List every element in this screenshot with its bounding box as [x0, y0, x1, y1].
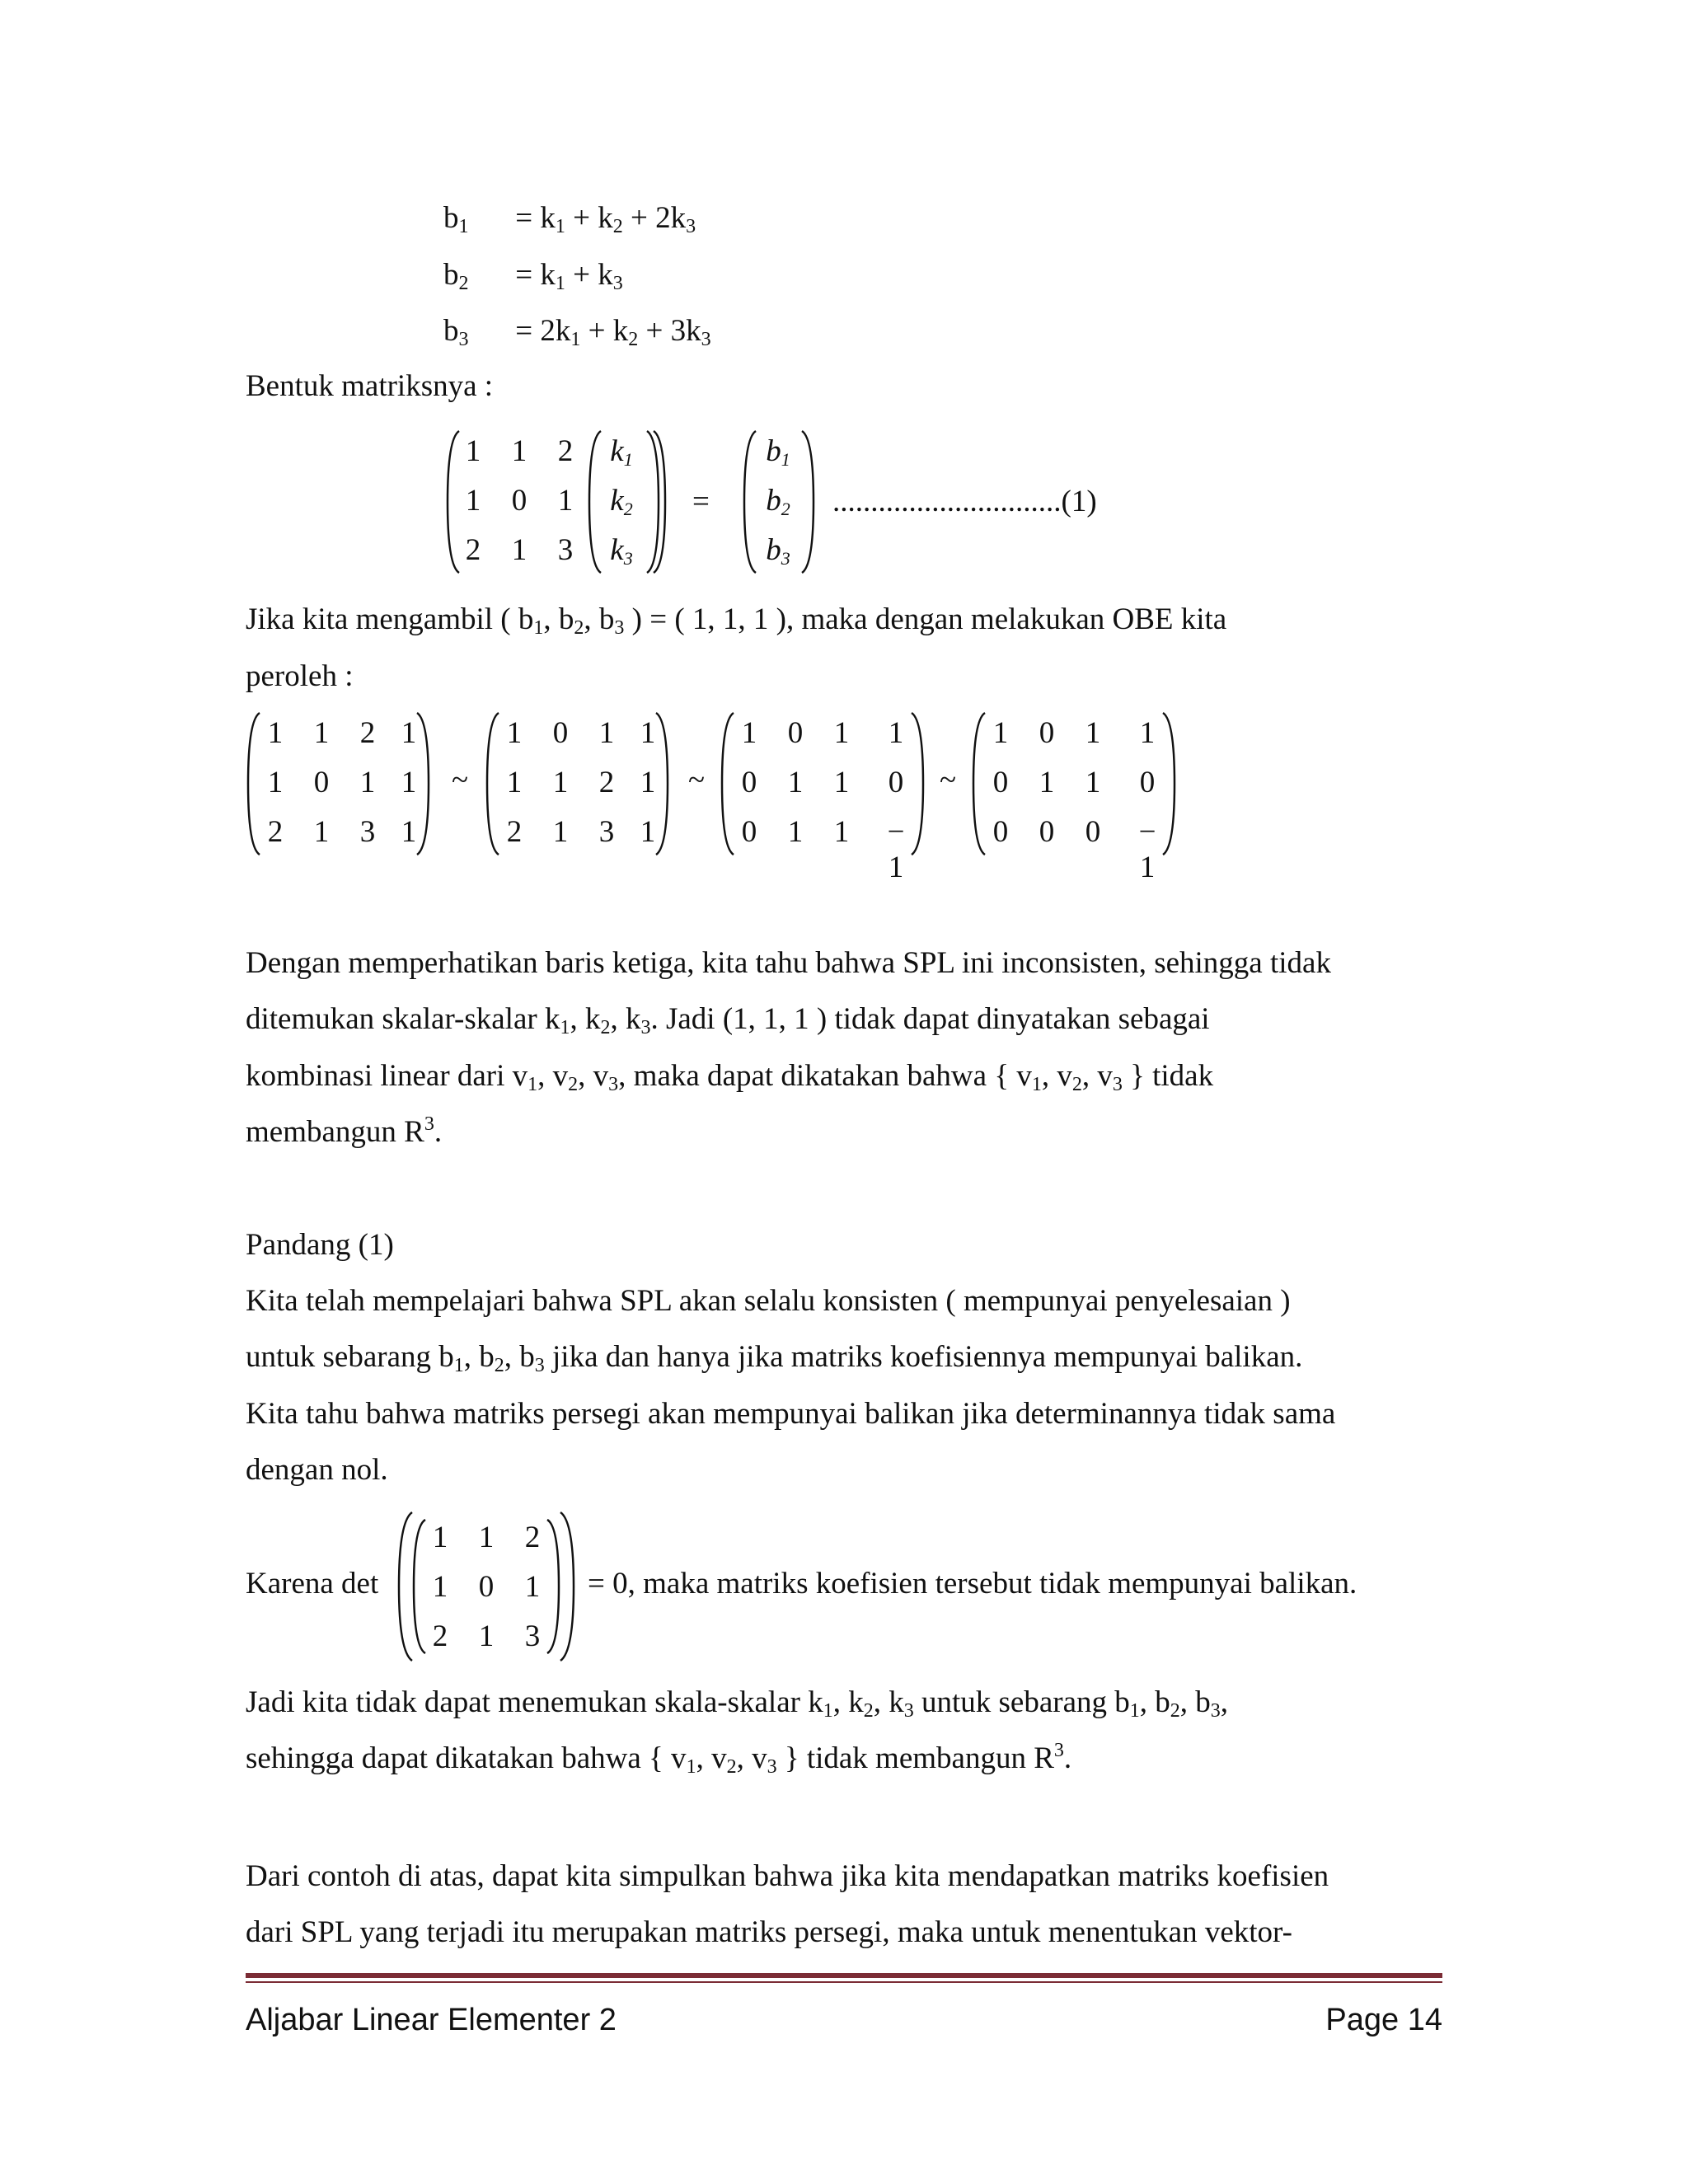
eq-sign: = — [508, 258, 541, 292]
det-prefix: Karena det — [246, 1567, 379, 1601]
obe-matrix — [485, 710, 670, 857]
sub: 2 — [863, 1700, 874, 1722]
pandang-line-2: Kita telah mempelajari bahwa SPL akan selalu konsisten ( mempunyai penyelesaian ) — [246, 1284, 1291, 1318]
sub: 1 — [533, 617, 544, 639]
pandang-line-5: dengan nol. — [246, 1453, 388, 1487]
footer-page-number: Page 14 — [1325, 2003, 1442, 2037]
matrix-cell: 1 — [478, 1521, 495, 1554]
eq-sub: 2 — [458, 273, 469, 294]
sub: 1 — [1129, 1700, 1140, 1722]
matrix-cell: 0 — [511, 484, 528, 518]
matrix-cell: 1 — [465, 434, 481, 468]
vector-cell — [610, 483, 632, 518]
footer-rule-thick — [246, 1973, 1442, 1978]
matrix-cell: 1 — [640, 815, 656, 849]
text: untuk sebarang b — [913, 1685, 1130, 1719]
text: kombinasi linear dari v — [246, 1059, 528, 1093]
right-paren-icon — [799, 429, 816, 575]
eq-lhs: b — [443, 314, 459, 348]
matrix-cell: 1 — [432, 1521, 448, 1554]
matrix-cell: 0 — [992, 766, 1009, 799]
text: , b — [1179, 1685, 1211, 1719]
equals-sign: = — [692, 485, 710, 518]
row-equivalence-tilde: ~ — [940, 763, 957, 797]
left-paren-icon — [485, 710, 501, 857]
text: . — [1063, 1741, 1072, 1775]
vector-sub: 2 — [781, 499, 790, 519]
eq-term: + k — [580, 314, 629, 348]
text: membangun R — [246, 1115, 424, 1149]
sub: 3 — [614, 617, 625, 639]
matrix-cell: 2 — [465, 533, 481, 567]
text: } tidak membangun R — [776, 1741, 1054, 1775]
matrix-cell: 2 — [524, 1521, 541, 1554]
eq-sign: = — [508, 201, 541, 235]
inconsistent-line-1: Dengan memperhatikan baris ketiga, kita tahu bahwa SPL ini inconsisten, sehingga tidak — [246, 946, 1331, 980]
sub: 1 — [453, 1355, 464, 1376]
matrix-cell: 1 — [401, 766, 417, 799]
text: ) = ( 1, 1, 1 ), maka dengan melakukan OBE kita — [624, 602, 1227, 636]
left-paren-icon — [445, 429, 462, 575]
matrix-cell: 1 — [506, 716, 523, 750]
matrix-cell: 0 — [552, 716, 569, 750]
footer-title: Aljabar Linear Elementer 2 — [246, 2003, 617, 2037]
text: , — [1220, 1685, 1228, 1719]
matrix-cell: 0 — [741, 766, 757, 799]
matrix-cell: 1 — [401, 716, 417, 750]
vector-cell — [766, 434, 790, 469]
text: , b — [504, 1340, 535, 1374]
sub: 2 — [568, 1074, 579, 1095]
matrix-cell: 1 — [552, 766, 569, 799]
inconsistent-line-3 — [246, 1059, 1214, 1095]
text: ditemukan skalar-skalar k — [246, 1002, 560, 1036]
matrix-cell: 1 — [833, 815, 850, 849]
sub: 2 — [1170, 1700, 1180, 1722]
sub: 1 — [560, 1017, 570, 1038]
eq-term: + — [565, 201, 598, 235]
matrix-cell: 3 — [557, 533, 574, 567]
vector-sub: 1 — [623, 449, 633, 470]
matrix-cell: 0 — [313, 766, 330, 799]
inconsistent-line-4 — [246, 1113, 443, 1149]
inconsistent-line-2 — [246, 1002, 1210, 1038]
matrix-cell: 1 — [478, 1619, 495, 1653]
eq-sub: 3 — [686, 216, 696, 237]
matrix-cell: 1 — [511, 533, 528, 567]
eq-sub: 1 — [458, 216, 469, 237]
sub: 3 — [608, 1074, 619, 1095]
vector-sub: 2 — [623, 499, 633, 519]
vector-sub: 3 — [623, 548, 633, 569]
text: , v — [578, 1059, 609, 1093]
matrix-cell: 0 — [478, 1570, 495, 1604]
matrix-cell: 1 — [401, 815, 417, 849]
equation-b2 — [443, 257, 623, 293]
pandang-line-4: Kita tahu bahwa matriks persegi akan mempunyai balikan jika determinannya tidak sama — [246, 1397, 1336, 1431]
matrix-cell: 1 — [833, 716, 850, 750]
matrix-cell: 3 — [524, 1619, 541, 1653]
text: , b — [1139, 1685, 1170, 1719]
row-equivalence-tilde: ~ — [452, 763, 469, 797]
text: Jika kita mengambil ( b — [246, 602, 534, 636]
text: , b — [543, 602, 574, 636]
eq-term: k — [540, 201, 556, 235]
eq-sub: 1 — [555, 216, 565, 237]
text: jika dan hanya jika matriks koefisiennya mempunyai balikan. — [544, 1340, 1303, 1374]
eq-sub: 3 — [701, 329, 711, 350]
right-paren-icon — [654, 710, 670, 857]
obe-matrix — [720, 710, 926, 884]
matrix-form-label: Bentuk matriksnya : — [246, 369, 494, 403]
matrix-cell: 0 — [1139, 766, 1156, 799]
matrix-cell: 0 — [992, 815, 1009, 849]
right-double-paren-icon — [544, 1510, 577, 1663]
dari-line-2: dari SPL yang terjadi itu merupakan matriks persegi, maka untuk menentukan vektor- — [246, 1915, 1292, 1949]
dari-line-1: Dari contoh di atas, dapat kita simpulkan bahwa jika kita mendapatkan matriks koefisien — [246, 1859, 1329, 1893]
matrix-cell: 0 — [787, 716, 804, 750]
eq-sub: 1 — [555, 273, 565, 294]
obe-intro-line-2: peroleh : — [246, 659, 354, 693]
matrix-cell: 0 — [1085, 815, 1101, 849]
vector-var: b — [766, 434, 781, 468]
equation-reference: ..............................(1) — [832, 485, 1097, 518]
eq-sub: 3 — [612, 273, 623, 294]
equation-b1 — [443, 200, 696, 236]
text: untuk sebarang b — [246, 1340, 454, 1374]
right-paren-icon — [1160, 710, 1177, 857]
matrix-cell: 1 — [640, 716, 656, 750]
matrix-cell: 1 — [465, 484, 481, 518]
sup: 3 — [1053, 1740, 1064, 1761]
matrix-cell: 1 — [267, 766, 284, 799]
text: , b — [463, 1340, 495, 1374]
sub: 1 — [686, 1756, 696, 1778]
det-suffix: = 0, maka matriks koefisien tersebut tidak mempunyai balikan. — [588, 1567, 1357, 1601]
jadi-line-1 — [246, 1685, 1228, 1722]
eq-term: + 2k — [622, 201, 687, 235]
text: , maka dapat dikatakan bahwa { v — [618, 1059, 1032, 1093]
vector-cell — [766, 532, 790, 568]
matrix-cell: 1 — [833, 766, 850, 799]
matrix-cell: 1 — [557, 484, 574, 518]
pandang-line-1: Pandang (1) — [246, 1228, 394, 1262]
matrix-cell: 1 — [313, 716, 330, 750]
text: sehingga dapat dikatakan bahwa { v — [246, 1741, 687, 1775]
text: . — [434, 1115, 443, 1149]
matrix-cell: 1 — [640, 766, 656, 799]
sub: 1 — [1031, 1074, 1042, 1095]
vector-var: k — [610, 484, 624, 518]
matrix-cell: 1 — [506, 766, 523, 799]
text: , v — [736, 1741, 767, 1775]
text: } tidak — [1122, 1059, 1214, 1093]
text: , v — [537, 1059, 569, 1093]
text: . Jadi (1, 1, 1 ) tidak dapat dinyatakan sebagai — [650, 1002, 1210, 1036]
matrix-cell: 3 — [359, 815, 376, 849]
sub: 3 — [534, 1355, 545, 1376]
sub: 2 — [600, 1017, 611, 1038]
vector-sub: 1 — [781, 449, 790, 470]
left-paren-icon — [587, 429, 603, 575]
eq-term: k — [598, 201, 613, 235]
vector-var: k — [610, 533, 624, 567]
eq-sub: 2 — [628, 329, 639, 350]
text: , k — [610, 1002, 641, 1036]
vector-cell — [766, 483, 790, 518]
eq-term: k — [540, 258, 556, 292]
right-paren-icon — [909, 710, 926, 857]
left-double-paren-icon — [396, 1510, 429, 1663]
sub: 3 — [903, 1700, 914, 1722]
matrix-cell: 1 — [511, 434, 528, 468]
matrix-cell: 0 — [888, 766, 904, 799]
matrix-cell: 1 — [598, 716, 615, 750]
left-paren-icon — [720, 710, 736, 857]
matrix-cell: 0 — [741, 815, 757, 849]
b-vector — [742, 429, 816, 575]
matrix-cell: 3 — [598, 815, 615, 849]
right-paren-icon — [645, 429, 661, 575]
matrix-cell: 2 — [359, 716, 376, 750]
vector-var: b — [766, 533, 781, 567]
text: , k — [570, 1002, 601, 1036]
matrix-cell: − 1 — [887, 815, 905, 884]
det-matrix — [396, 1510, 577, 1663]
left-paren-icon — [971, 710, 987, 857]
jadi-line-2 — [246, 1740, 1072, 1778]
eq-term: 2k — [540, 314, 571, 348]
left-paren-icon — [742, 429, 758, 575]
matrix-cell: 2 — [598, 766, 615, 799]
matrix-cell: 1 — [1085, 766, 1101, 799]
k-vector — [587, 429, 661, 575]
sub: 1 — [528, 1074, 538, 1095]
vector-sub: 3 — [781, 548, 790, 569]
sub: 2 — [1071, 1074, 1082, 1095]
eq-term: + 3k — [638, 314, 701, 348]
sub: 3 — [640, 1017, 651, 1038]
vector-cell — [610, 434, 632, 469]
pandang-line-3 — [246, 1340, 1303, 1376]
vector-var: b — [766, 484, 781, 518]
text: , b — [584, 602, 615, 636]
eq-sub: 2 — [612, 216, 623, 237]
row-equivalence-tilde: ~ — [688, 763, 706, 797]
matrix-cell: 1 — [1139, 716, 1156, 750]
matrix-cell: 1 — [1085, 716, 1101, 750]
text: , v — [696, 1741, 727, 1775]
matrix-cell: − 1 — [1138, 815, 1156, 884]
sub: 3 — [1210, 1700, 1221, 1722]
matrix-cell: 1 — [787, 766, 804, 799]
eq-term: + k — [565, 258, 613, 292]
matrix-cell: 1 — [432, 1570, 448, 1604]
matrix-cell: 1 — [359, 766, 376, 799]
obe-matrix — [971, 710, 1177, 884]
text: , k — [873, 1685, 904, 1719]
eq-lhs: b — [443, 201, 459, 235]
vector-var: k — [610, 434, 624, 468]
matrix-cell: 1 — [787, 815, 804, 849]
left-paren-icon — [246, 710, 262, 857]
matrix-cell: 2 — [557, 434, 574, 468]
matrix-cell: 0 — [1039, 716, 1055, 750]
eq-sign: = — [508, 314, 541, 348]
eq-sub: 1 — [570, 329, 581, 350]
sub: 3 — [767, 1756, 777, 1778]
text: Jadi kita tidak dapat menemukan skala-skalar k — [246, 1685, 823, 1719]
equation-b3 — [443, 313, 711, 349]
matrix-cell: 1 — [888, 716, 904, 750]
footer-rule-thin — [246, 1981, 1442, 1983]
sub: 3 — [1112, 1074, 1123, 1095]
matrix-cell: 1 — [267, 716, 284, 750]
obe-intro-line-1 — [246, 602, 1227, 639]
matrix-cell: 1 — [313, 815, 330, 849]
matrix-cell: 1 — [552, 815, 569, 849]
sub: 2 — [726, 1756, 737, 1778]
eq-lhs: b — [443, 258, 459, 292]
matrix-cell: 1 — [524, 1570, 541, 1604]
sub: 2 — [494, 1355, 504, 1376]
text: , v — [1041, 1059, 1072, 1093]
matrix-cell: 0 — [1039, 815, 1055, 849]
matrix-cell: 2 — [432, 1619, 448, 1653]
vector-cell — [610, 532, 632, 568]
matrix-cell: 1 — [992, 716, 1009, 750]
sup: 3 — [424, 1113, 434, 1135]
matrix-cell: 1 — [1039, 766, 1055, 799]
matrix-cell: 2 — [506, 815, 523, 849]
sub: 2 — [574, 617, 584, 639]
sub: 1 — [823, 1700, 833, 1722]
obe-matrix — [246, 710, 431, 857]
eq-sub: 3 — [458, 329, 469, 350]
matrix-cell: 1 — [741, 716, 757, 750]
text: , k — [832, 1685, 864, 1719]
text: , v — [1081, 1059, 1113, 1093]
right-paren-icon — [415, 710, 431, 857]
matrix-cell: 2 — [267, 815, 284, 849]
